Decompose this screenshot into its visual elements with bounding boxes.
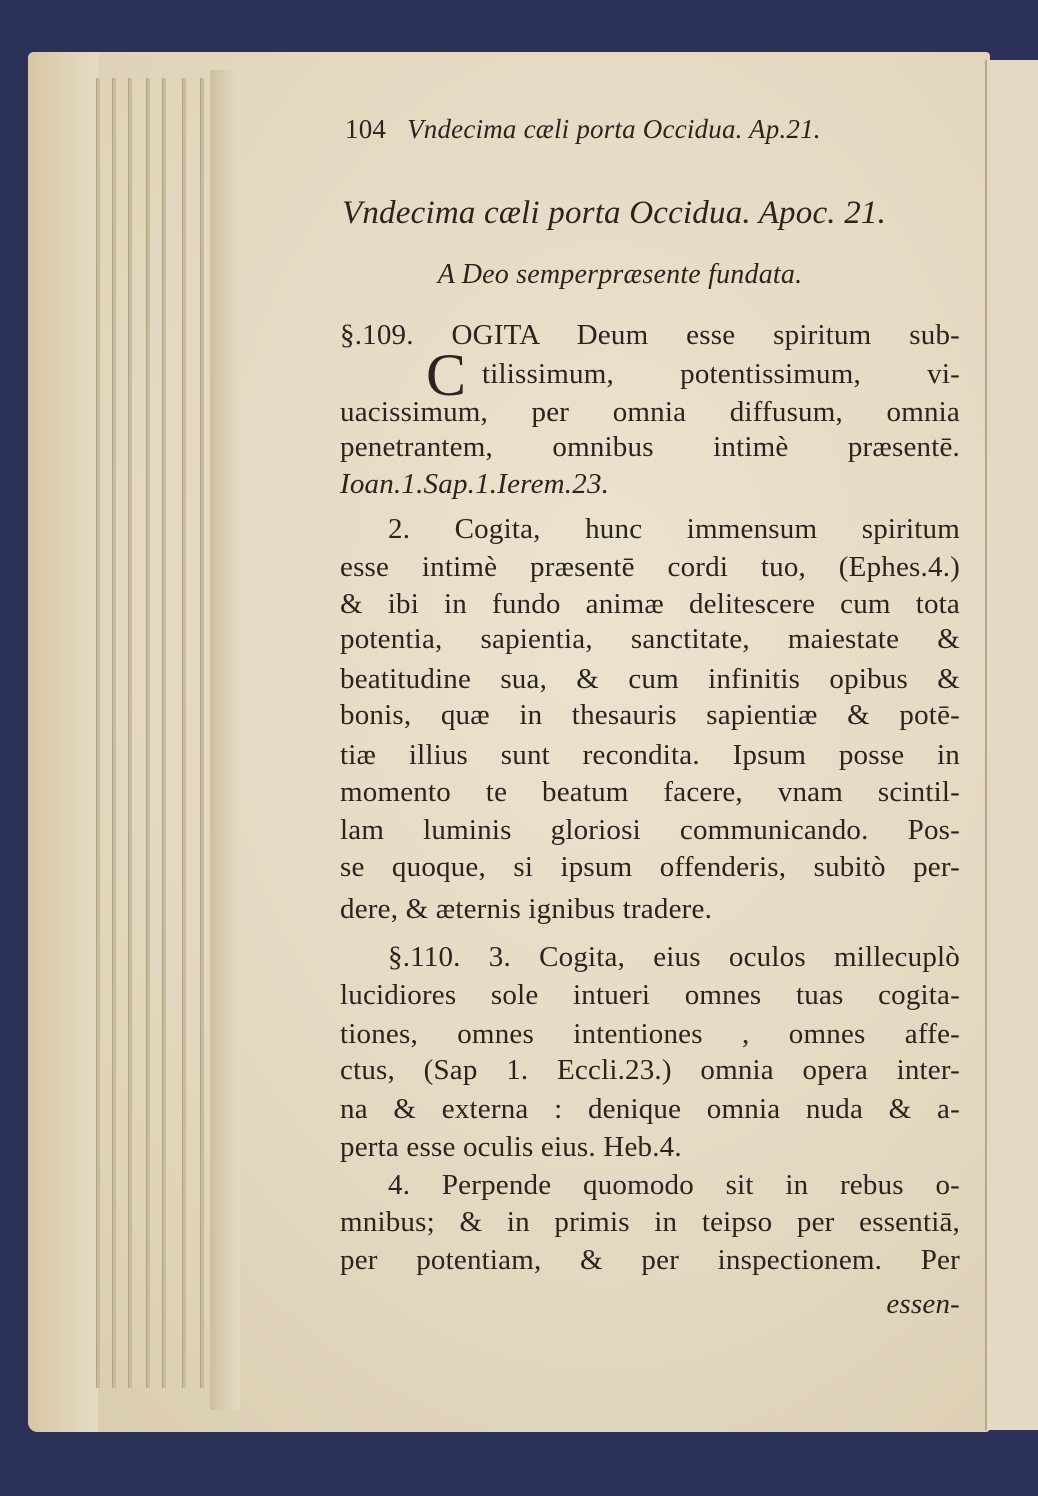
page-edge <box>200 78 204 1388</box>
running-title: Vndecima cæli porta Occidua. Ap.21. <box>407 114 821 144</box>
text-line: na & externa : denique omnia nuda & a- <box>340 1093 960 1125</box>
running-head <box>345 112 955 146</box>
text-line: potentia, sapientia, sanctitate, maiestate & <box>340 623 960 655</box>
text-line: mnibus; & in primis in teipso per essentiā, <box>340 1206 960 1238</box>
page-edge <box>182 78 186 1388</box>
text-line: Ioan.1.Sap.1.Ierem.23. <box>340 468 610 500</box>
text-line: momento te beatum facere, vnam scintil- <box>340 776 960 808</box>
text-line: §.110. 3. Cogita, eius oculos millecuplò <box>388 941 960 973</box>
text-line: tilissimum, potentissimum, vi- <box>482 358 960 390</box>
text-line: uacissimum, per omnia diffusum, omnia <box>340 396 960 428</box>
text-line: & ibi in fundo animæ delitescere cum tota <box>340 588 960 620</box>
text-line: esse intimè præsentē cordi tuo, (Ephes.4.) <box>340 551 960 583</box>
gutter <box>210 70 240 1410</box>
text-line: tiones, omnes intentiones , omnes affe- <box>340 1018 960 1050</box>
page-number: 104 <box>345 114 387 144</box>
text-line: lucidiores sole intueri omnes tuas cogita- <box>340 979 960 1011</box>
text-line: 2. Cogita, hunc immensum spiritum <box>388 513 960 545</box>
chapter-subtitle: A Deo semperpræsente fundata. <box>437 259 803 290</box>
text-line: 4. Perpende quomodo sit in rebus o- <box>388 1169 960 1201</box>
text-line: §.109. OGITA Deum esse spiritum sub- <box>340 319 960 351</box>
page-edge <box>128 78 132 1388</box>
page-edge <box>96 78 100 1388</box>
text-line: dere, & æternis ignibus tradere. <box>340 893 713 925</box>
text-line: penetrantem, omnibus intimè præsentē. <box>340 431 960 463</box>
text-line: per potentiam, & per inspectionem. Per <box>340 1244 960 1276</box>
text-line: ctus, (Sap 1. Eccli.23.) omnia opera inter- <box>340 1054 960 1086</box>
text-line: tiæ illius sunt recondita. Ipsum posse in <box>340 739 960 771</box>
text-line: se quoque, si ipsum offenderis, subitò per- <box>340 851 960 883</box>
facing-page-edge <box>985 60 1038 1430</box>
page-edge <box>112 78 116 1388</box>
text-line: lam luminis gloriosi communicando. Pos- <box>340 814 960 846</box>
drop-cap: C <box>426 342 467 408</box>
text-line: beatitudine sua, & cum infinitis opibus & <box>340 663 960 695</box>
page-edge <box>146 78 150 1388</box>
text-line: bonis, quæ in thesauris sapientiæ & potē- <box>340 699 960 731</box>
catchword: essen- <box>886 1288 960 1320</box>
text-line: perta esse oculis eius. Heb.4. <box>340 1131 682 1163</box>
page-edge-fold <box>28 52 98 1432</box>
chapter-title: Vndecima cæli porta Occidua. Apoc. 21. <box>342 195 887 231</box>
page-edge <box>162 78 166 1388</box>
